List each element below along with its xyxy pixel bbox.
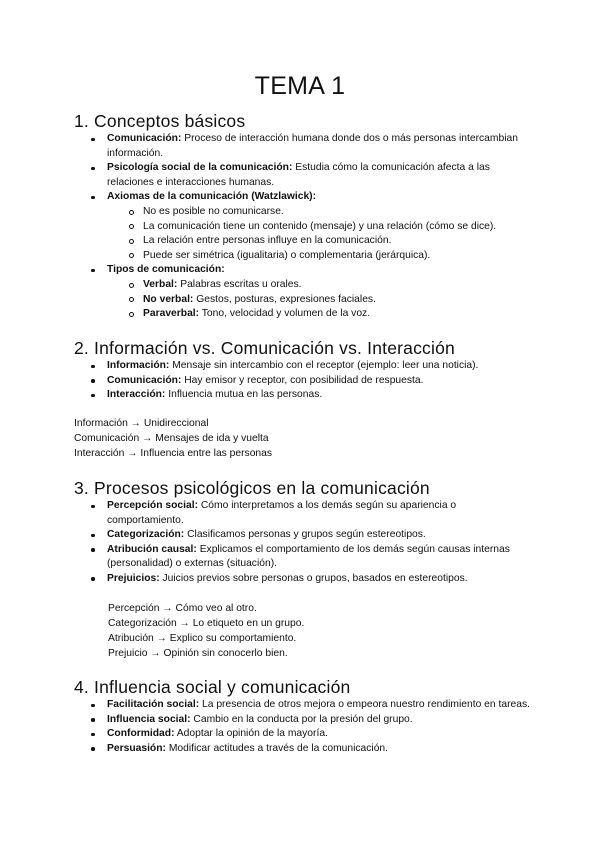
list-item bbox=[90, 161, 535, 190]
section-3-heading: 3. Procesos psicológicos en la comunicación bbox=[74, 478, 430, 498]
summary-line: Categorización → Lo etiqueto en un grupo. bbox=[108, 618, 305, 629]
summary-line: Información → Unidireccional bbox=[74, 418, 209, 429]
section-4-list bbox=[90, 698, 535, 756]
term-text: Clasificamos personas y grupos según estereotipos. bbox=[184, 529, 426, 541]
section-3-list bbox=[90, 499, 535, 587]
list-item bbox=[90, 742, 535, 757]
summary-line: Prejuicio → Opinión sin conocerlo bien. bbox=[108, 648, 288, 659]
term-label: Verbal: bbox=[143, 278, 178, 290]
term-text: Adoptar la opinión de la mayoría. bbox=[174, 728, 328, 740]
list-item bbox=[90, 572, 535, 587]
term-label: Información: bbox=[107, 360, 170, 371]
term-label: Prejuicios: bbox=[107, 572, 160, 584]
section-1-list bbox=[90, 132, 535, 322]
term-label: Paraverbal: bbox=[143, 308, 200, 320]
term-text: Tono, velocidad y volumen de la voz. bbox=[199, 308, 371, 320]
list-item bbox=[90, 374, 535, 389]
list-item bbox=[90, 727, 535, 742]
term-label: Psicología social de la comunicación: bbox=[107, 162, 293, 174]
summary-line: Interacción → Influencia entre las personas bbox=[74, 448, 273, 459]
term-label: No verbal: bbox=[143, 293, 194, 305]
summary-line: Percepción → Cómo veo al otro. bbox=[108, 603, 257, 614]
term-text: Juicios previos sobre personas o grupos, basados en estereotipos. bbox=[159, 572, 468, 584]
term-label: Atribución causal: bbox=[107, 543, 197, 555]
term-text: La presencia de otros mejora o empeora nuestro rendimiento en tareas. bbox=[199, 699, 530, 710]
list-item bbox=[90, 499, 535, 528]
term-label: Comunicación: bbox=[107, 374, 182, 386]
term-text: Proceso de interacción humana donde dos o más personas intercambian información. bbox=[107, 133, 518, 159]
list-item bbox=[90, 698, 535, 713]
summary-line: Comunicación → Mensajes de ida y vuelta bbox=[74, 433, 269, 444]
list-item: No es posible no comunicarse. bbox=[107, 205, 535, 220]
list-item bbox=[90, 713, 535, 728]
term-text: Palabras escritas u orales. bbox=[177, 278, 302, 290]
term-label: Comunicación: bbox=[107, 133, 182, 144]
term-label: Influencia social: bbox=[107, 713, 191, 725]
term-text: Cambio en la conducta por la presión del grupo. bbox=[190, 713, 413, 725]
list-item bbox=[107, 278, 535, 293]
tipos-list bbox=[107, 278, 535, 322]
term-text: Modificar actitudes a través de la comunicación. bbox=[165, 742, 389, 754]
section-4-heading: 4. Influencia social y comunicación bbox=[74, 677, 351, 697]
section-2-heading: 2. Información vs. Comunicación vs. Interacción bbox=[74, 338, 455, 358]
page-title: TEMA 1 bbox=[254, 72, 346, 100]
list-item bbox=[90, 543, 535, 572]
list-item bbox=[90, 528, 535, 543]
list-item bbox=[107, 293, 535, 308]
term-text: Influencia mutua en las personas. bbox=[165, 389, 323, 401]
list-item: Puede ser simétrica (igualitaria) o complementaria (jerárquica). bbox=[107, 249, 535, 264]
list-item: La relación entre personas influye en la comunicación. bbox=[107, 234, 535, 249]
term-label: Interacción: bbox=[107, 389, 166, 401]
list-item bbox=[90, 263, 535, 321]
term-text: Explicamos el comportamiento de los demás según causas internas (personalidad) o externas (situación). bbox=[107, 543, 510, 570]
list-item bbox=[107, 307, 535, 322]
axiomas-list bbox=[107, 205, 535, 263]
term-label: Axiomas de la comunicación (Watzlawick): bbox=[107, 191, 317, 203]
list-item bbox=[90, 388, 535, 403]
term-text: Mensaje sin intercambio con el receptor (ejemplo: leer una noticia). bbox=[169, 360, 479, 371]
term-label: Persuasión: bbox=[107, 742, 166, 754]
term-text: Cómo interpretamos a los demás según su apariencia o comportamiento. bbox=[107, 500, 457, 526]
term-label: Percepción social: bbox=[107, 500, 198, 511]
term-text: Gestos, posturas, expresiones faciales. bbox=[193, 293, 376, 305]
term-label: Conformidad: bbox=[107, 728, 175, 740]
list-item bbox=[90, 359, 535, 374]
list-item: La comunicación tiene un contenido (mensaje) y una relación (cómo se dice). bbox=[107, 220, 535, 235]
section-1-heading: 1. Conceptos básicos bbox=[74, 111, 246, 131]
summary-line: Atribución → Explico su comportamiento. bbox=[108, 633, 297, 644]
term-label: Facilitación social: bbox=[107, 699, 200, 710]
term-label: Categorización: bbox=[107, 529, 185, 541]
term-label: Tipos de comunicación: bbox=[107, 264, 225, 276]
term-text: Estudia cómo la comunicación afecta a las relaciones e interacciones humanas. bbox=[107, 162, 490, 188]
section-2-list bbox=[90, 359, 535, 403]
list-item bbox=[90, 132, 535, 161]
list-item bbox=[90, 190, 535, 263]
term-text: Hay emisor y receptor, con posibilidad de respuesta. bbox=[181, 374, 424, 386]
